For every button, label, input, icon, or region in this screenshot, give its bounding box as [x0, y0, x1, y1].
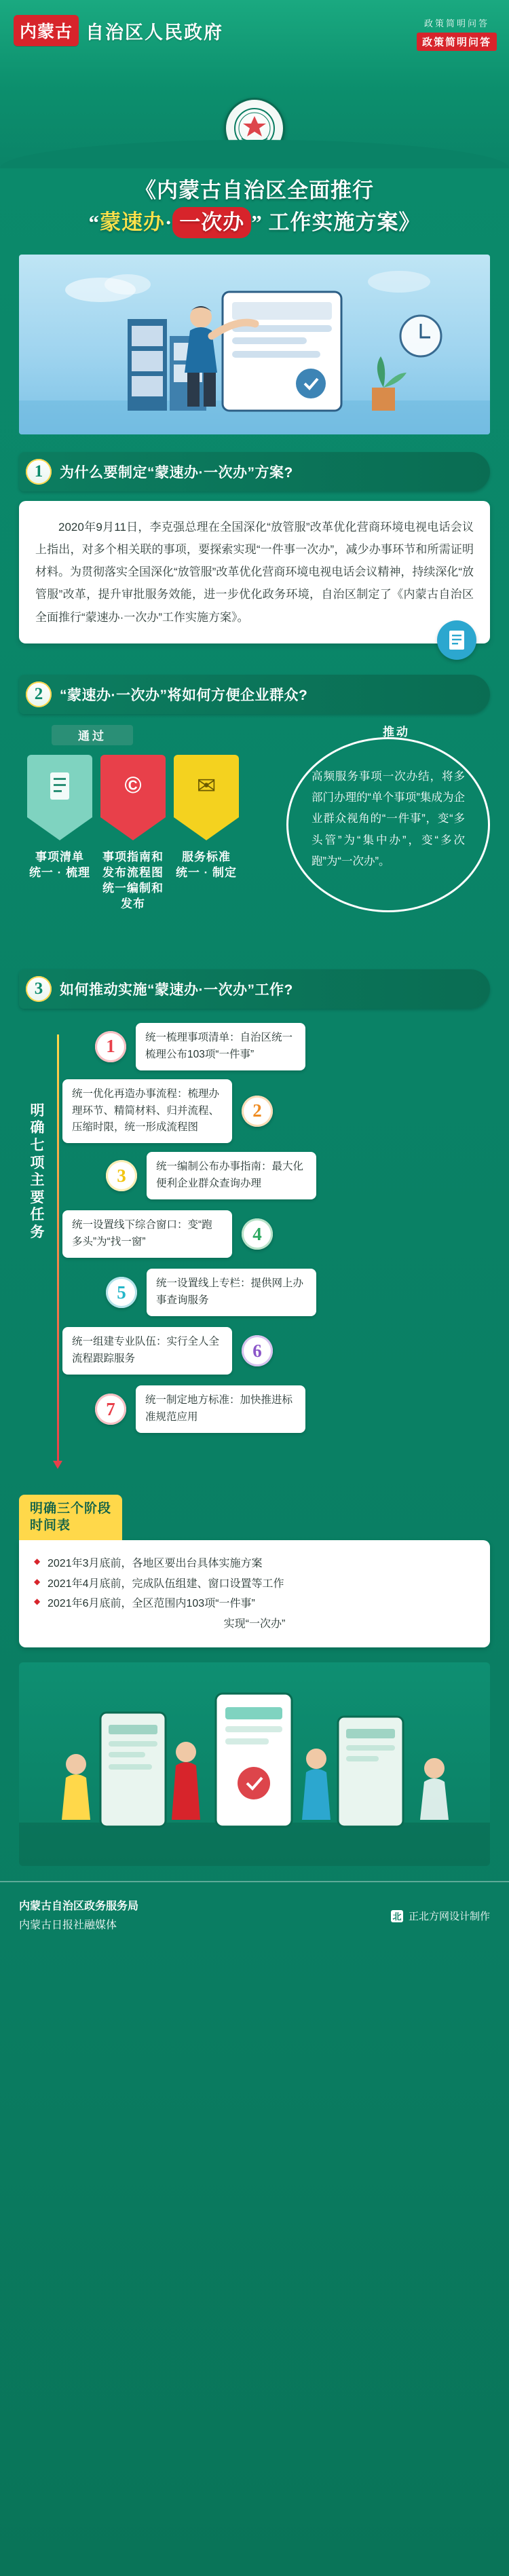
task-text: 统一设置线上专栏：提供网上办事查询服务 — [147, 1269, 316, 1316]
section-2-title: “蒙速办·一次办”将如何方便企业群众? — [60, 687, 308, 703]
phase-section — [19, 1495, 490, 1648]
task-list-vertical-label: 明确七项主要任务 — [30, 1102, 46, 1240]
section-1 — [19, 452, 490, 643]
standard-icon — [174, 755, 239, 817]
phase-list-item: ◆ 2021年3月底前，各地区要出台具体实施方案 — [34, 1554, 475, 1574]
diagram-arrow-2 — [100, 755, 166, 912]
standard-icon-glyph: ✉ — [196, 772, 216, 799]
diagram-tuidong-label: 推动 — [383, 725, 410, 739]
title-quote-open: “ — [88, 210, 100, 234]
footer-credits — [19, 1897, 138, 1934]
section-1-title: 为什么要制定“蒙速办·一次办”方案? — [60, 465, 293, 481]
section-2-number: 2 — [26, 682, 52, 707]
guide-icon-glyph: © — [124, 772, 142, 799]
footer-line-2: 内蒙古日报社融媒体 — [19, 1919, 117, 1931]
arrow-2-caption — [100, 850, 166, 912]
task-item — [106, 1267, 490, 1318]
title-highlight-1: 蒙速办 — [99, 210, 165, 234]
arrow-3-caption-line2: 统一 · 制定 — [175, 865, 238, 879]
hero-illustration — [19, 255, 490, 434]
arrow-2-caption-line1: 事项指南和发布流程图 — [102, 850, 164, 879]
phase-tag-line1: 明确三个阶段 — [30, 1501, 112, 1516]
phase-final-line: 实现“一次办” — [223, 1618, 286, 1630]
task-item — [62, 1079, 490, 1143]
guide-icon — [100, 755, 166, 817]
footer-line-1: 内蒙古自治区政务服务局 — [19, 1901, 139, 1913]
diagram-tongguo-label: 通过 — [52, 725, 133, 745]
site-logo[interactable] — [14, 15, 223, 46]
phase-tag — [19, 1495, 122, 1540]
task-item — [95, 1383, 490, 1435]
section-1-header — [19, 452, 490, 491]
arrow-3-caption — [174, 850, 239, 881]
diagram-arrow-1 — [27, 755, 92, 881]
list-icon — [27, 755, 92, 817]
diagram-result-bubble — [286, 737, 490, 912]
page-title-line1: 《内蒙古自治区全面推行 — [135, 179, 374, 202]
task-list — [19, 1021, 490, 1489]
task-item — [106, 1150, 490, 1201]
section-2 — [19, 675, 490, 949]
section-3-number: 3 — [26, 976, 52, 1002]
phase-card — [19, 1540, 490, 1647]
section-1-body: 2020年9月11日，李克强总理在全国深化“放管服”改革优化营商环境电视电话会议上指出，对多个相关联的事项，要探索实现“一件事一次办”，减少办事环节和所需证明材料。为贯彻落实全国深化“放管服”改革优化营商环境电视电话会议精神，持续深化“放管服”改革，提升审批服务效能，进一步优化政务环境，自治区制定了《内蒙古自治区全面推行“蒙速办·一次办”工作实施方案》。 — [35, 521, 474, 624]
task-list-spine — [57, 1034, 59, 1462]
logo-badge — [14, 15, 79, 46]
header-tag-group — [417, 16, 497, 51]
header-cursive-text: 政策简明问答 — [423, 18, 489, 29]
task-number: 2 — [242, 1096, 273, 1127]
arrow-3-point — [174, 817, 239, 840]
document-icon — [437, 620, 476, 660]
section-2-diagram — [19, 725, 490, 949]
arrow-3-caption-line1: 服务标准 — [182, 850, 231, 863]
footer-producer[interactable] — [391, 1909, 490, 1923]
diagram-arrow-3 — [174, 755, 239, 881]
task-number: 6 — [242, 1335, 273, 1366]
arrow-2-caption-line2: 统一编制和发布 — [102, 881, 164, 910]
phase-list-item: ◆ 2021年6月底前，全区范围内103项“一件事” — [34, 1594, 475, 1614]
arrow-1-caption-line2: 统一 · 梳理 — [29, 865, 91, 879]
logo-badge-text: 内蒙古 — [19, 23, 73, 41]
task-number: 1 — [95, 1031, 126, 1062]
status-badge: 政策简明问答 — [417, 33, 497, 51]
task-text: 统一制定地方标准：加快推进标准规范应用 — [136, 1385, 305, 1433]
section-3-title: 如何推动实施“蒙速办·一次办”工作? — [60, 982, 293, 998]
task-item — [95, 1021, 490, 1072]
arrow-1-point — [27, 817, 92, 840]
arrow-1-caption — [27, 850, 92, 881]
task-text: 统一编制公布办事指南：最大化便利企业群众查询办理 — [147, 1152, 316, 1199]
diagram-result-text: 高频服务事项一次办结，将多部门办理的“单个事项”集成为企业群众视角的“一件事”，变“多头管”为“集中办”，变“多次跑”为“一次办”。 — [312, 770, 465, 868]
bottom-illustration — [19, 1662, 490, 1866]
phase-list — [34, 1554, 475, 1614]
section-3-header — [19, 969, 490, 1009]
arrow-2-point — [100, 817, 166, 840]
title-dot: · — [164, 210, 173, 234]
phase-tag-line2: 时间表 — [30, 1518, 71, 1533]
task-item — [62, 1208, 490, 1260]
task-text: 统一梳理事项清单：自治区统一梳理公布103项“一件事” — [136, 1023, 305, 1070]
phase-list-item: ◆ 2021年4月底前，完成队伍组建、窗口设置等工作 — [34, 1574, 475, 1594]
page-title-line2 — [20, 207, 489, 239]
arrow-1-caption-line1: 事项清单 — [35, 850, 84, 863]
section-1-number: 1 — [26, 459, 52, 485]
section-1-card — [19, 501, 490, 643]
footer-producer-text: 正北方网设计制作 — [408, 1911, 490, 1923]
beifang-logo-icon: 北 — [391, 1910, 403, 1922]
page-header — [0, 0, 509, 88]
title-quote-close: ” 工作实施方案》 — [251, 210, 421, 234]
title-highlight-2: 一次办 — [172, 207, 251, 239]
emblem-band — [0, 88, 509, 167]
task-number: 4 — [242, 1218, 273, 1250]
task-number: 7 — [95, 1394, 126, 1425]
header-curve-divider — [0, 140, 509, 168]
task-number: 3 — [106, 1160, 137, 1191]
section-3 — [19, 969, 490, 1489]
task-text: 统一优化再造办事流程：梳理办理环节、精简材料、归并流程、压缩时限，统一形成流程图 — [62, 1079, 232, 1143]
page-title — [0, 167, 509, 250]
page-footer — [0, 1881, 509, 1954]
logo-title: 自治区人民政府 — [86, 22, 223, 43]
task-text: 统一组建专业队伍：实行全人全流程跟踪服务 — [62, 1327, 232, 1375]
task-item — [62, 1325, 490, 1377]
task-number: 5 — [106, 1277, 137, 1308]
task-text: 统一设置线下综合窗口：变“跑多头”为“找一窗” — [62, 1210, 232, 1258]
section-2-header — [19, 675, 490, 714]
